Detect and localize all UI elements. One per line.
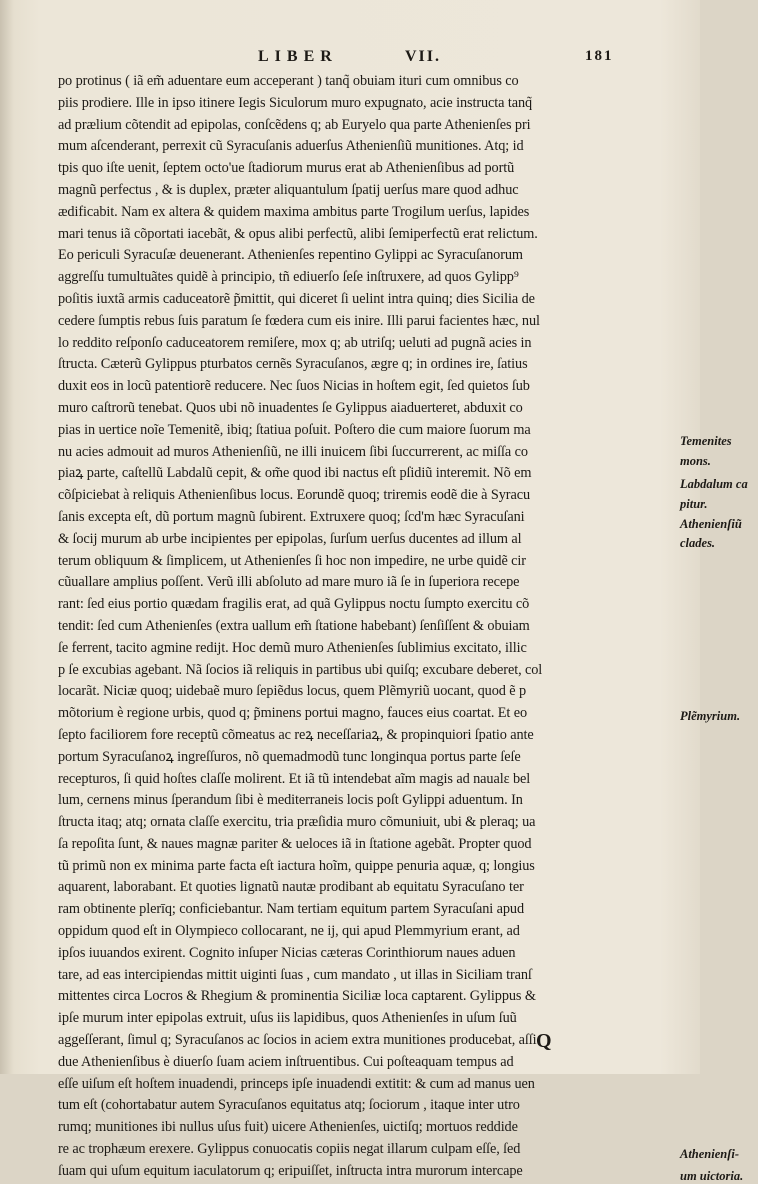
text-line: piis prodiere. Ille in ipso itinere Iegis Siculorum muro expugnato, acie instructa tanq̃ — [58, 94, 533, 111]
marginal-note: clades. — [680, 536, 716, 551]
running-header — [0, 48, 700, 72]
text-line: tare, ad eas intercipiendas mittit uiginti ſuas , cum mandato , ut illas in Siciliam tranſ — [58, 966, 532, 983]
text-line: portum Syracuſanoꝝ ingreſſuros, nõ quemadmodũ tunc longinqua portus parte ſeſe — [58, 748, 521, 765]
text-line: ſepto faciliorem fore receptũ cõmeatus ac reꝝ neceſſariaꝝ, & propinquiori ſpatio ante — [58, 726, 534, 743]
text-line: ſa repoſita ſunt, & naues magnæ pariter & ueloces iã in ſtatione agebãt. Propter quod — [58, 835, 532, 852]
text-line: ram obtinente plerīq; conficiebantur. Nam tertiam equitum partem Syracuſani apud — [58, 901, 525, 918]
marginal-note: Labdalum ca — [680, 477, 748, 492]
text-line: recepturos, ſi quid hoſtes claſſe molirent. Et iã tũ intendebat aĩm magis ad naualε bel — [58, 770, 531, 787]
text-line: oppidum quod eſt in Olympieco collocarant, ne ij, qui apud Plemmyrium erant, ad — [58, 923, 520, 940]
text-line: eſſe uiſum eſt hoſtem inuadendi, princeps ipſe inuadendi extitit: & cum ad manus uen — [58, 1075, 535, 1092]
text-line: po protinus ( iã em̃ aduentare eum acceperant ) tanq̃ obuiam ituri cum omnibus co — [58, 73, 519, 89]
text-line: mõtorium è regione urbis, quod q; p̃minens portui magno, fauces eius coartat. Et eo — [58, 705, 528, 722]
folio-number: 181 — [585, 48, 614, 64]
text-line: mittentes circa Locros & Rhegium & prominentia Siciliæ loca captarent. Gylippus & — [58, 988, 536, 1005]
text-line: terum obliquum & ſimplicem, ut Athenienſes ſi hoc non impedire, ne urbe quidẽ cir — [58, 552, 526, 569]
text-line: tum eſt (cohortabatur autem Syracuſanos equitatus atq; ſociorum , itaque inter utro — [58, 1097, 520, 1114]
text-line: p ſe excubias agebant. Nã ſocios iã reliquis in partibus ubi quiſq; excubare deberet, col — [58, 661, 543, 678]
text-line: ſanis excepta eſt, dũ portum magnũ ſubirent. Extruxere quoq; ſcd'm hæc Syracuſani — [58, 508, 525, 525]
marginal-note: um uictoria. — [680, 1168, 744, 1183]
text-line: due Athenienſibus è diuerſo ſuam aciem inſtruentibus. Cui poſteaquam tempus ad — [58, 1053, 514, 1070]
text-line: Eo periculi Syracuſæ deuenerant. Athenienſes repentino Gylippi ac Syracuſanorum — [58, 247, 523, 264]
text-line: piaꝝ parte, caſtellũ Labdalũ cepit, & om̃e quod ibi nactus eſt pſidiũ interemit. Nõ em — [58, 465, 532, 482]
marginal-note: mons. — [680, 453, 711, 468]
marginal-note: Athenienſiũ — [680, 516, 742, 531]
text-line: muro caſtrorũ tenebat. Quos ubi nõ inuadentes ſe Gylippus aiaduerteret, abduxit co — [58, 399, 523, 416]
text-line: cedere ſumptis rebus ſuis paratum ſe fœdera cum eis inire. Illi parui facientes hæc, nul — [58, 312, 540, 329]
text-line: mum aſcenderant, perrexit cũ Syracuſanis aduerſus Athenienſiũ munitiones. Atq; id — [58, 138, 524, 155]
header-liber: LIBER — [258, 48, 338, 65]
text-line: ædificabit. Nam ex altera & quidem maxima ambitus parte Trogilum uerſus, lapides — [58, 203, 530, 220]
text-line: tpis quo iſte uenit, ſeptem octo'ue ſtadiorum murus erat ab Athenienſibus ad portũ — [58, 160, 515, 177]
signature-mark: Q — [536, 1030, 552, 1052]
text-line: magnũ perfectus , & is duplex, præter aliquantulum ſpatij uerſus mare quod adhuc — [58, 181, 519, 198]
text-line: pias in uertice noĩe Temenitẽ, ibiq; ſtatiua poſuit. Poſtero die cum maiore ſuorum ma — [58, 421, 531, 438]
text-line: tũ primũ non ex minima parte facta eſt iactura hoĩm, quippe penuria aquæ, q; longius — [58, 857, 535, 874]
text-line: nu acies admouit ad muros Athenienſiũ, ne illi inuicem ſibi ſuccurrerent, ac miſſa co — [58, 443, 528, 460]
text-line: aquarent, laborabant. Et quoties lignatũ nautæ prodibant ab equitatu Syracuſano ter — [58, 879, 524, 896]
text-line: ad prælium cõtendit ad epipolas, conſcẽdens q; ab Euryelo qua parte Athenienſes pri — [58, 116, 531, 133]
text-line: rumq; munitiones ibi nullus uſus fuit) uicere Athenienſes, uictiſq; mortuos reddide — [58, 1119, 518, 1136]
text-line: poſitis iuxtã armis caduceatorẽ p̃mittit, qui diceret ſi uelint intra quinq; dies Sicilia de — [58, 290, 535, 307]
text-line: re ac trophæum erexere. Gylippus conuocatis copiis negat illarum culpam eſſe, ſed — [58, 1141, 521, 1158]
marginal-note: Temenites — [680, 433, 732, 448]
text-line: locarãt. Niciæ quoq; uidebaẽ muro ſepiẽdus locus, quem Plẽmyriũ uocant, quod ẽ p — [58, 683, 527, 700]
text-line: cõſpiciebat à reliquis Athenienſibus locus. Eorundẽ quoq; triremis eodẽ die à Syracu — [58, 487, 531, 504]
text-line: ſtructa itaq; atq; ornata claſſe exercitu, tria præſidia muro cõmuniuit, ubi & pleraq; ua — [58, 814, 536, 831]
marginal-note: Athenienſi- — [680, 1146, 740, 1161]
text-line: tendit: ſed cum Athenienſes (extra uallum em̃ ſtatione habebant) ſenſiſſent & obuiam — [58, 617, 530, 634]
marginal-note: pitur. — [680, 497, 708, 512]
text-line: aggeſſerant, ſimul q; Syracuſanos ac ſocios in aciem extra munitiones producebat, aſſi — [58, 1032, 537, 1049]
body-text — [58, 71, 748, 1183]
text-line: lo reddito reſponſo caduceatorem remiſere, mox q; ab utriſq; ueluti ad pugnã acies in — [58, 334, 532, 351]
text-line: aggreſſu tumultuãtes quidẽ à principio, tñ ediuerſo ſeſe inſtruxere, ad quos Gylipp⁹ — [58, 269, 519, 286]
text-line: & ſocij murum ab urbe incipientes per epipolas, ſurſum uerſus ducentes ad illum al — [58, 530, 522, 547]
header-book-number: VII. — [405, 48, 442, 65]
text-line: ipſe murum inter epipolas extruit, uſus iis lapidibus, quos Athenienſes in uſum ſuũ — [58, 1010, 517, 1027]
text-line: lum, cernens minus ſperandum ſibi è mediterraneis locis poſt Gylippi aduentum. In — [58, 792, 523, 809]
marginal-note: Plẽmyrium. — [680, 708, 741, 723]
text-line: duxit eos in locũ patentiorẽ reducere. Nec ſuos Nicias in hoſtem egit, ſed quietos ſub — [58, 378, 530, 395]
text-line: mari tenus iã cõportati iacebãt, & opus alibi perfectũ, alibi ſemiperfectũ erat relictum. — [58, 225, 538, 242]
text-line: ipſos iuuandos exirent. Cognito inſuper Nicias cæteras Corinthiorum naues aduen — [58, 944, 516, 961]
text-line: cũuallare amplius poſſent. Verũ illi abſoluto ad mare muro iã ſe in ſuperiora recepe — [58, 574, 520, 591]
text-line: ſuam qui uſum equitum iaculatorum q; eripuiſſet, inſtructa intra murorum intercape — [58, 1162, 523, 1179]
text-line: ſtructa. Cæterũ Gylippus pturbatos cernẽs Syracuſanos, ægre q; in ordines ire, ſatius — [58, 356, 528, 373]
text-line: ſe ferrent, tacito agmine redijt. Hoc demũ muro Athenienſes ſublimius excitato, illic — [58, 639, 527, 656]
text-line: rant: ſed eius portio quædam fragilis erat, ad quã Gylippus noctu ſumpto exercitu cõ — [58, 596, 530, 613]
